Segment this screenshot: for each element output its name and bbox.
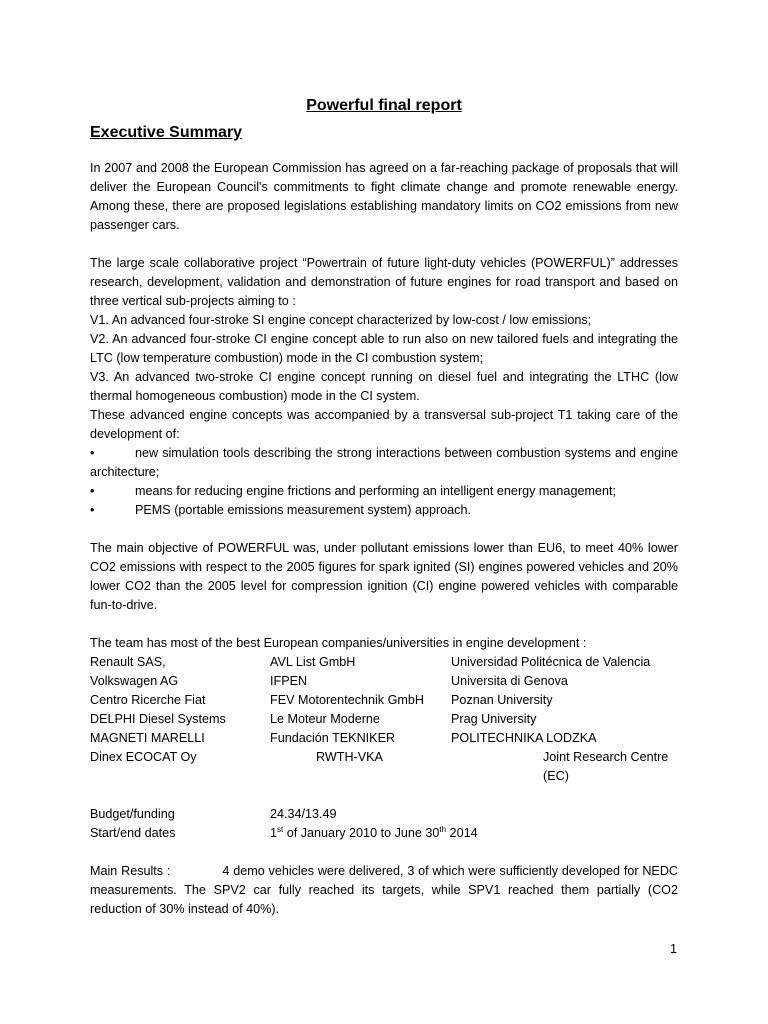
page-number: 1 <box>670 942 678 956</box>
team-cell: AVL List GmbH <box>270 655 356 669</box>
paragraph-project: The large scale collaborative project “Powertrain of future light-duty vehicles (POWERFUL)” addresses research, development, validation and demonstration of future engines for road transport and based on three vertical sub-projects aiming to : <box>90 256 678 308</box>
team-cell: Poznan University <box>451 693 553 707</box>
bullet-icon: • <box>90 484 95 498</box>
team-cell: Centro Ricerche Fiat <box>90 693 206 707</box>
team-cell: DELPHI Diesel Systems <box>90 712 226 726</box>
team-cell: RWTH-VKA <box>316 750 383 764</box>
team-cell: Dinex ECOCAT Oy <box>90 750 197 764</box>
bullet-text: new simulation tools describing the strong interactions between combustion systems and engine architecture; <box>90 446 678 479</box>
team-cell: IFPEN <box>270 674 308 688</box>
bullet-text: means for reducing engine frictions and performing an intelligent energy management; <box>135 484 616 498</box>
bullet-item <box>90 482 678 501</box>
dates-value: 1st of January 2010 to June 30th 2014 <box>270 824 478 840</box>
team-row <box>90 672 678 691</box>
budget-value: 24.34/13.49 <box>270 807 337 821</box>
paragraph-objective: The main objective of POWERFUL was, under pollutant emissions lower than EU6, to meet 40% lower CO2 emissions with respect to the 2005 figures for spark ignited (SI) engines powered vehicles and 20% lower CO2 than the 2005 level for compression ignition (CI) engine powered vehicles with comparable fun-to-drive. <box>90 541 678 612</box>
team-cell: Fundación TEKNIKER <box>270 731 396 745</box>
team-row <box>90 691 678 710</box>
team-row <box>90 748 678 786</box>
team-intro: The team has most of the best European companies/universities in engine development : <box>90 636 587 650</box>
team-cell: Joint Research Centre (EC) <box>543 750 669 783</box>
team-cell: Le Moteur Moderne <box>270 712 380 726</box>
team-table <box>90 653 678 786</box>
budget-row <box>90 805 678 824</box>
results-label: Main Results : <box>90 864 171 878</box>
team-row <box>90 653 678 672</box>
paragraph-transversal: These advanced engine concepts was accompanied by a transversal sub-project T1 taking care of the development of: <box>90 408 678 441</box>
main-results <box>90 862 678 919</box>
team-row <box>90 710 678 729</box>
report-title: Powerful final report <box>306 97 462 114</box>
dates-row <box>90 824 678 843</box>
team-cell: Prag University <box>451 712 537 726</box>
team-cell: Renault SAS, <box>90 655 166 669</box>
bullet-icon: • <box>90 503 95 517</box>
team-cell: FEV Motorentechnik GmbH <box>270 693 424 707</box>
subproject-v1: V1. An advanced four-stroke SI engine concept characterized by low-cost / low emissions; <box>90 313 592 327</box>
team-cell: POLITECHNIKA LODZKA <box>451 731 597 745</box>
team-cell: Universidad Politécnica de Valencia <box>451 655 651 669</box>
team-row <box>90 729 678 748</box>
bullet-icon: • <box>90 446 95 460</box>
budget-label: Budget/funding <box>90 807 175 821</box>
team-cell: MAGNETI MARELLI <box>90 731 205 745</box>
bullet-text: PEMS (portable emissions measurement system) approach. <box>135 503 471 517</box>
bullet-item <box>90 501 678 520</box>
document-content <box>90 95 678 919</box>
paragraph-intro: In 2007 and 2008 the European Commission has agreed on a far-reaching package of proposals that will deliver the European Council's commitments to fight climate change and promote renewable energy. Among these, there are proposed legislations establishing mandatory limits on CO2 emissions from new passenger cars. <box>90 161 678 232</box>
team-cell: Volkswagen AG <box>90 674 179 688</box>
subproject-v2: V2. An advanced four-stroke CI engine concept able to run also on new tailored fuels and integrating the LTC (low temperature combustion) mode in the CI combustion system; <box>90 332 678 365</box>
results-text: 4 demo vehicles were delivered, 3 of which were sufficiently developed for NEDC measurements. The SPV2 car fully reached its targets, while SPV1 reached them partially (CO2 reduction of 30% instead of 40%). <box>90 864 679 916</box>
dates-label: Start/end dates <box>90 826 176 840</box>
team-cell: Universita di Genova <box>451 674 568 688</box>
section-heading: Executive Summary <box>90 124 243 141</box>
subproject-v3: V3. An advanced two-stroke CI engine concept running on diesel fuel and integrating the LTHC (low thermal homogeneous combustion) mode in the CI system. <box>90 370 678 403</box>
bullet-item <box>90 444 678 482</box>
